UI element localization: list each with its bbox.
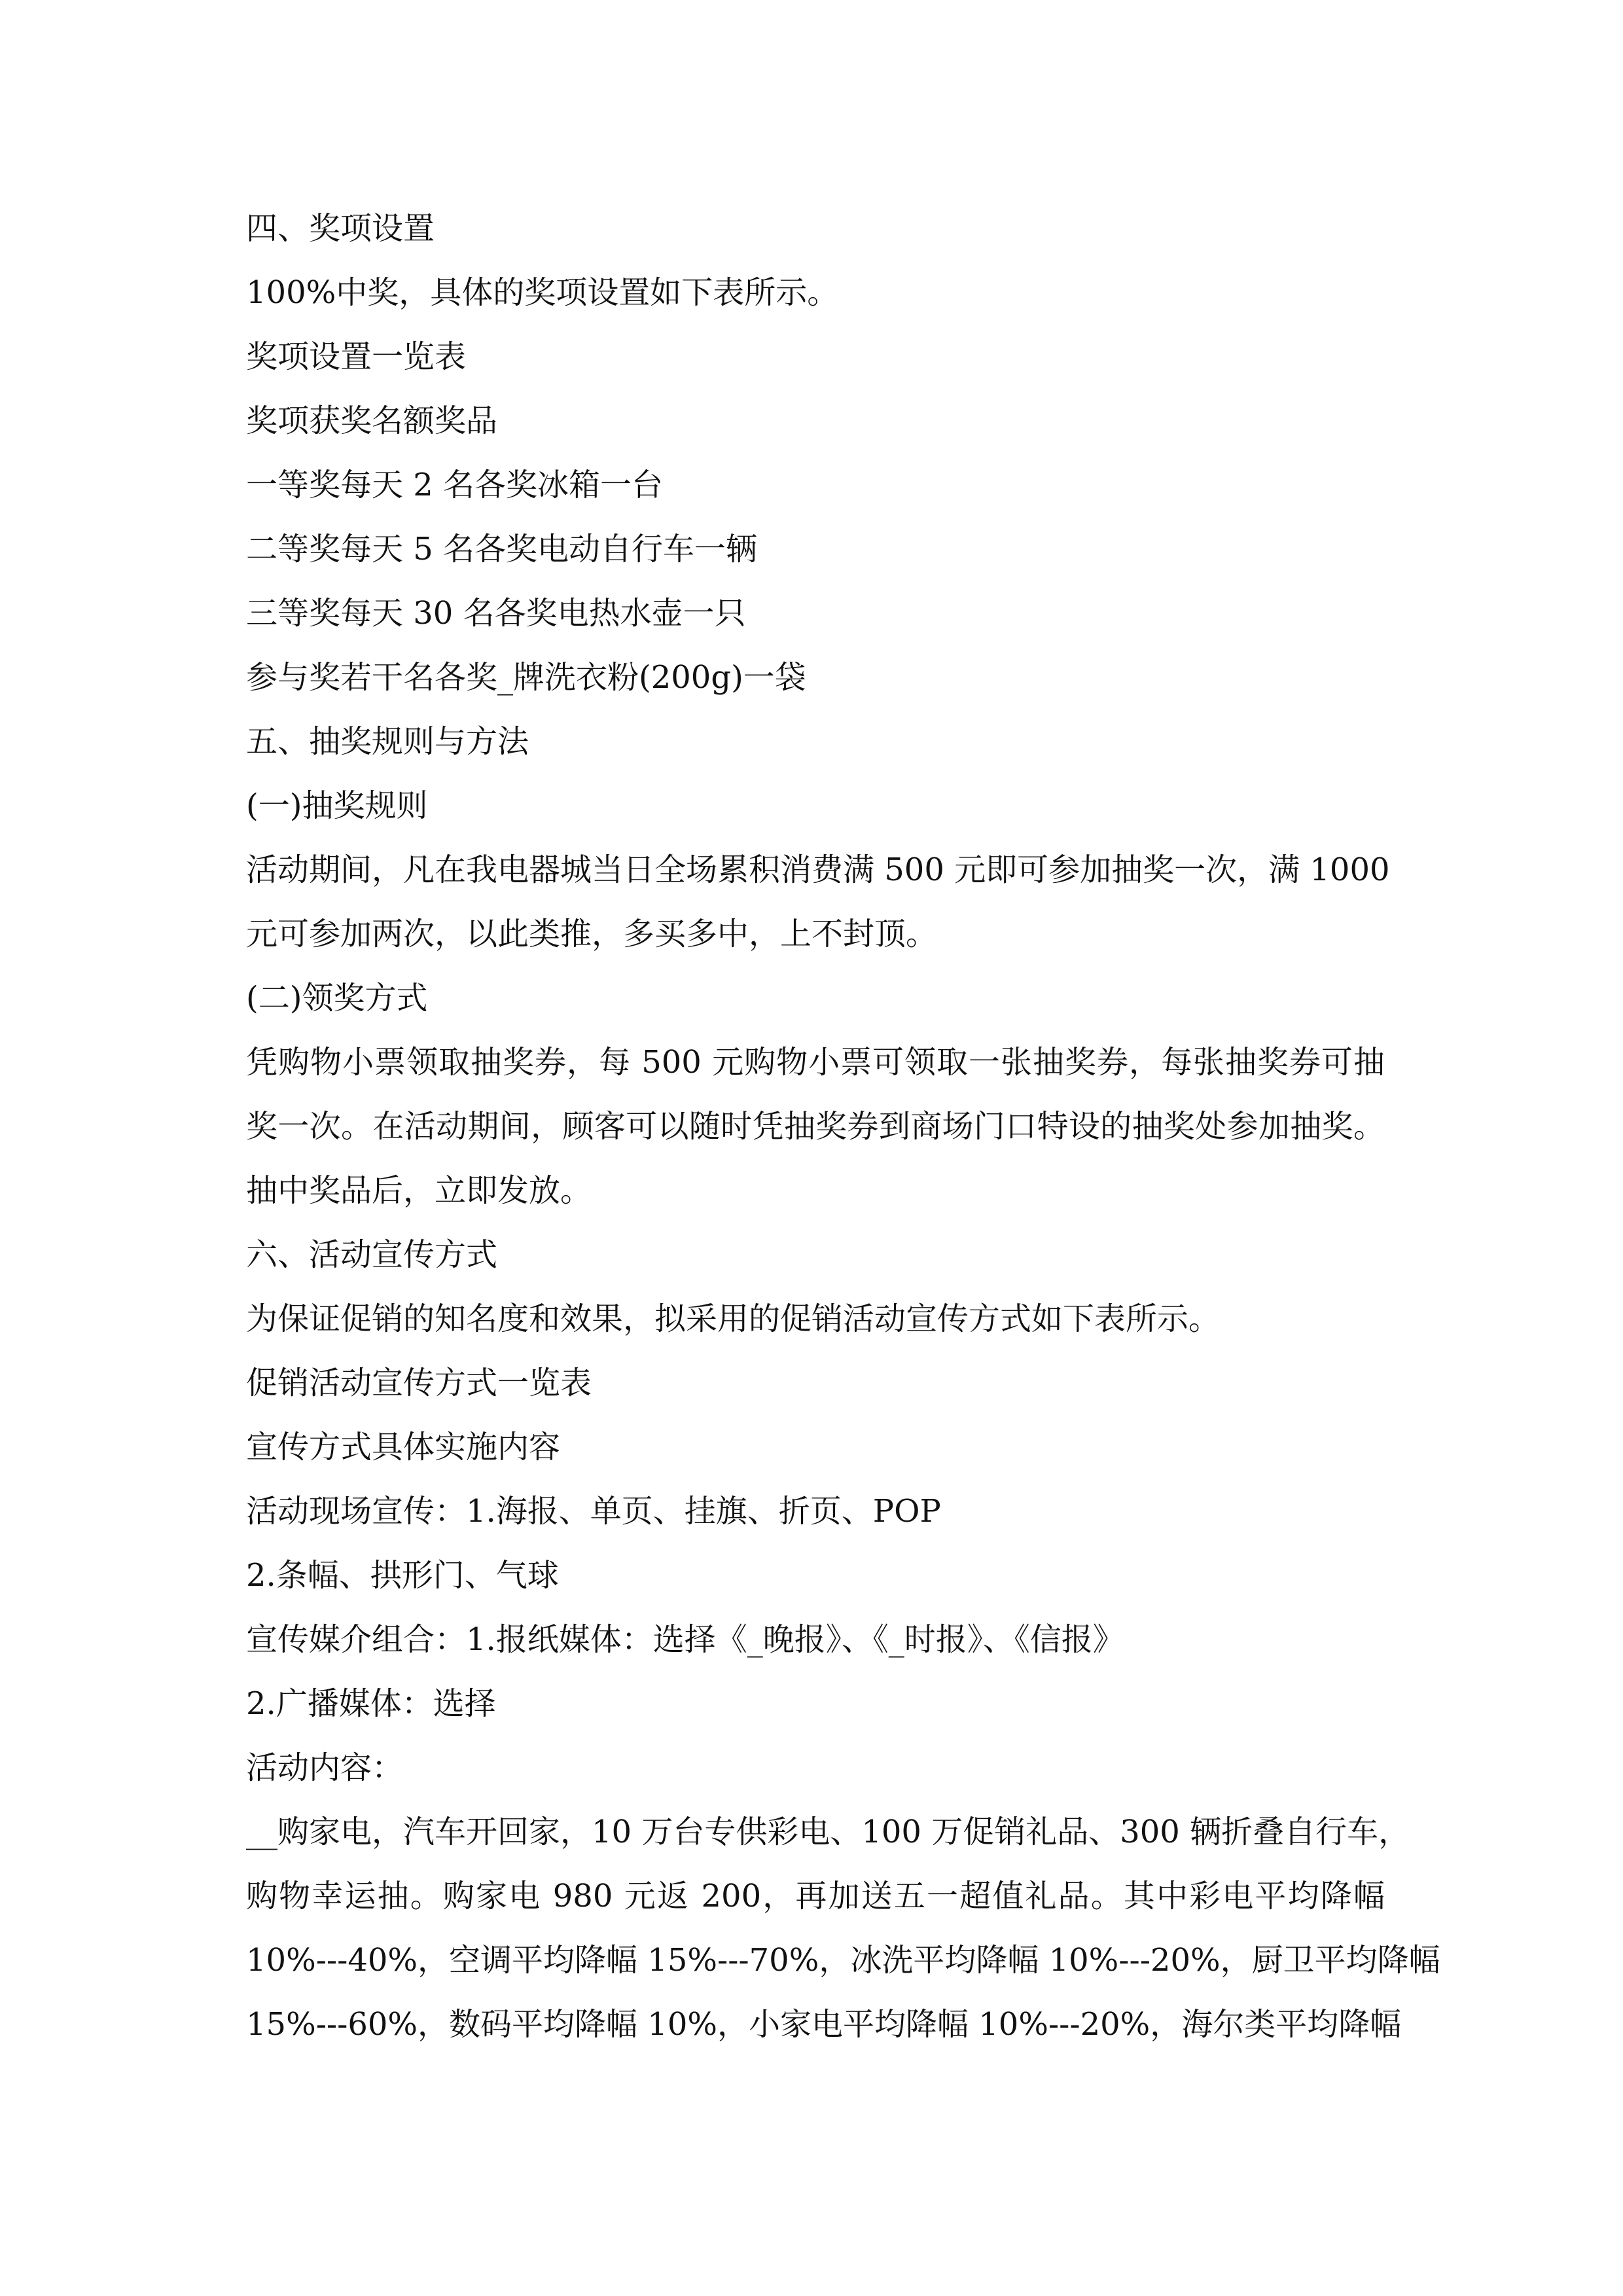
section-heading: 四、奖项设置 xyxy=(246,210,435,247)
paragraph-line: 购物幸运抽。购家电 980 元返 200，再加送五一超值礼品。其中彩电平均降幅 xyxy=(246,1878,1385,1914)
table-row: 宣传媒介组合：1.报纸媒体：选择《_晚报》、《_时报》、《信报》 xyxy=(246,1621,1124,1658)
paragraph-line: 100%中奖，具体的奖项设置如下表所示。 xyxy=(246,274,839,311)
table-header: 奖项获奖名额奖品 xyxy=(246,403,498,439)
table-row: 参与奖若干名各奖_牌洗衣粉(200g)一袋 xyxy=(246,659,806,696)
paragraph-line: 15%---60%，数码平均降幅 10%，小家电平均降幅 10%---20%，海尔类平均降幅 xyxy=(246,2006,1402,2043)
section-heading: 六、活动宣传方式 xyxy=(246,1236,498,1273)
paragraph-line: 活动内容： xyxy=(246,1749,404,1786)
table-row: 三等奖每天 30 名各奖电热水壶一只 xyxy=(246,595,746,632)
table-row: 2.广播媒体：选择 xyxy=(246,1685,496,1722)
table-header: 宣传方式具体实施内容 xyxy=(246,1429,561,1465)
paragraph-line: __购家电，汽车开回家，10 万台专供彩电、100 万促销礼品、300 辆折叠自行车， xyxy=(246,1814,1410,1850)
subsection-heading: (二)领奖方式 xyxy=(246,980,428,1016)
paragraph-line: 抽中奖品后，立即发放。 xyxy=(246,1172,592,1209)
paragraph-line: 凭购物小票领取抽奖券，每 500 元购物小票可领取一张抽奖券，每张抽奖券可抽 xyxy=(246,1044,1385,1081)
table-title: 奖项设置一览表 xyxy=(246,338,467,375)
paragraph-line: 活动期间，凡在我电器城当日全场累积消费满 500 元即可参加抽奖一次，满 1000 xyxy=(246,852,1390,888)
paragraph-line: 元可参加两次，以此类推，多买多中，上不封顶。 xyxy=(246,916,938,952)
table-title: 促销活动宣传方式一览表 xyxy=(246,1365,592,1401)
subsection-heading: (一)抽奖规则 xyxy=(246,787,428,824)
section-heading: 五、抽奖规则与方法 xyxy=(246,723,529,760)
paragraph-line: 为保证促销的知名度和效果，拟采用的促销活动宣传方式如下表所示。 xyxy=(246,1300,1221,1337)
table-row: 2.条幅、拱形门、气球 xyxy=(246,1557,559,1594)
table-row: 一等奖每天 2 名各奖冰箱一台 xyxy=(246,467,664,503)
table-row: 活动现场宣传：1.海报、单页、挂旗、折页、POP xyxy=(246,1493,941,1530)
table-row: 二等奖每天 5 名各奖电动自行车一辆 xyxy=(246,531,758,567)
document-body xyxy=(246,196,1440,2056)
paragraph-line: 10%---40%，空调平均降幅 15%---70%，冰洗平均降幅 10%---20%，厨卫平均降幅 xyxy=(246,1942,1440,1979)
paragraph-line: 奖一次。在活动期间，顾客可以随时凭抽奖券到商场门口特设的抽奖处参加抽奖。 xyxy=(246,1108,1385,1145)
